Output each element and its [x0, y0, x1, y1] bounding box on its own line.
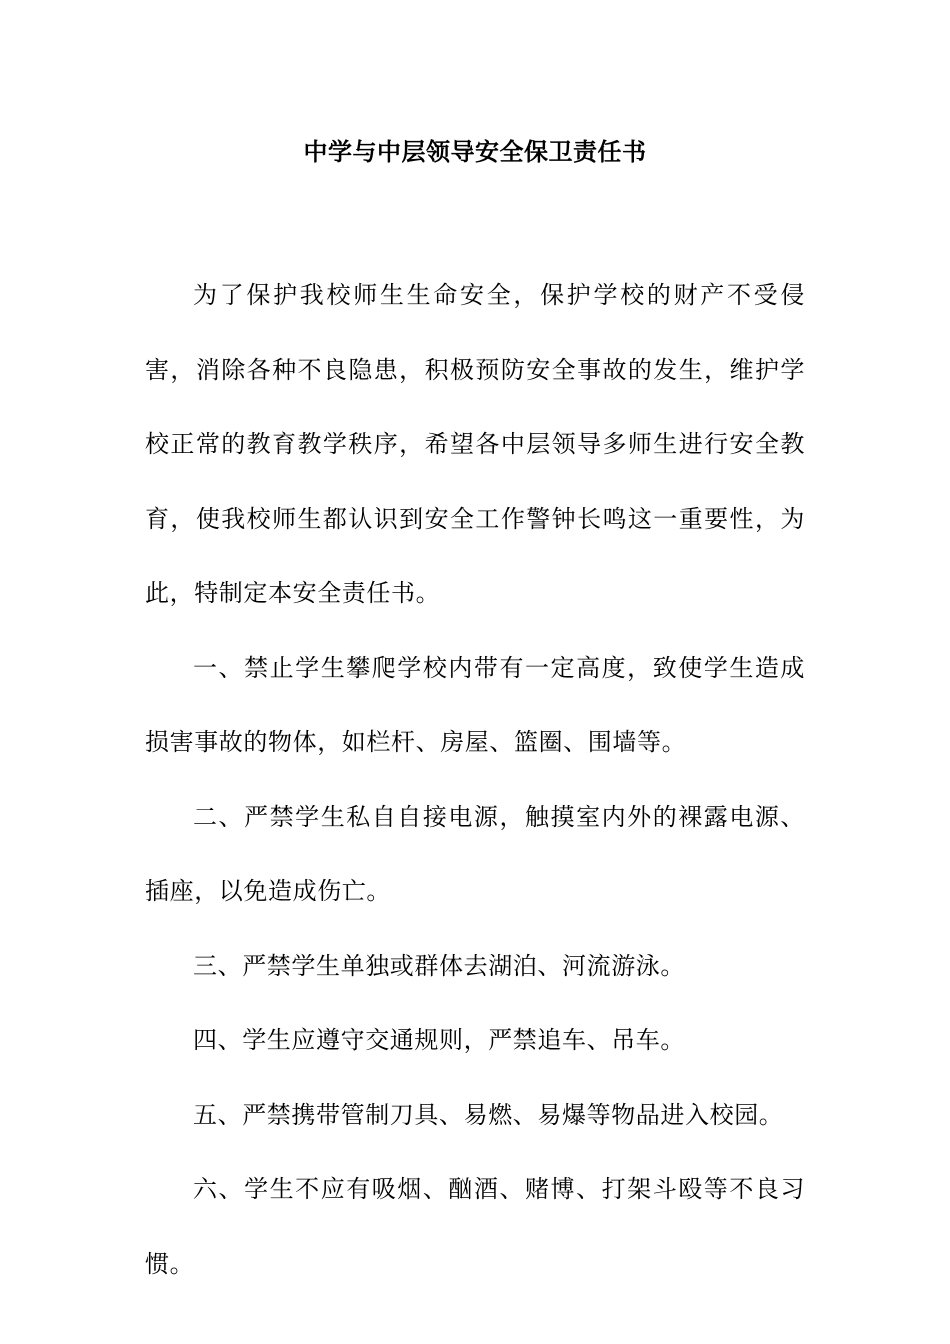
paragraph-item-3: 三、严禁学生单独或群体去湖泊、河流游泳。: [193, 951, 685, 980]
document-body: [145, 258, 805, 1301]
paragraph-item-2: 二、严禁学生私自自接电源，触摸室内外的裸露电源、插座，以免造成伤亡。: [145, 802, 805, 905]
paragraph-item-5: 五、严禁携带管制刀具、易燃、易爆等物品进入校园。: [193, 1100, 784, 1129]
document-title: 中学与中层领导安全保卫责任书: [303, 137, 647, 166]
paragraph-item-4: 四、学生应遵守交通规则，严禁追车、吊车。: [193, 1026, 685, 1054]
paragraph-item-1: 一、禁止学生攀爬学校内带有一定高度，致使学生造成损害事故的物体，如栏杆、房屋、篮圈、围墙等。: [145, 653, 805, 756]
paragraph-item-6: 六、学生不应有吸烟、酗酒、赌博、打架斗殴等不良习惯。: [145, 1175, 805, 1278]
paragraph-intro: 为了保护我校师生生命安全，保护学校的财产不受侵害，消除各种不良隐患，积极预防安全事故的发生，维护学校正常的教育教学秩序，希望各中层领导多师生进行安全教育，使我校师生都认识到安全工作警钟长鸣这一重要性，为此，特制定本安全责任书。: [145, 281, 805, 607]
